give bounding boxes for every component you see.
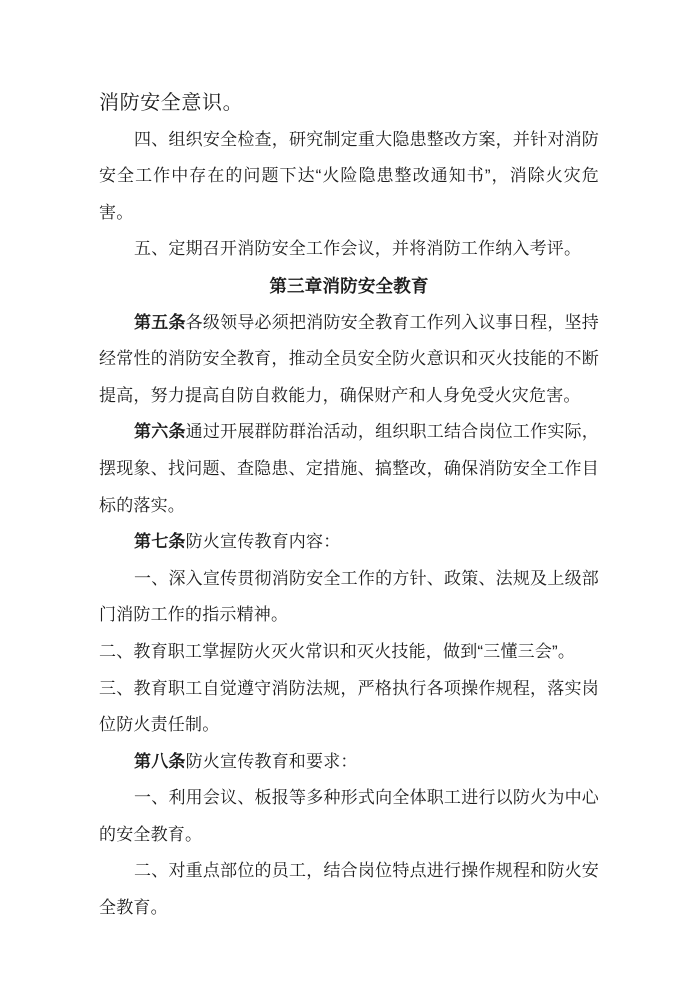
paragraph-text: 三、教育职工自觉遵守消防法规，严格执行各项操作规程，落实岗位防火责任制。: [99, 678, 599, 735]
paragraph-text: 一、深入宣传贯彻消防安全工作的方针、政策、法规及上级部门消防工作的指示精神。: [99, 568, 599, 625]
article-number: 第七条: [134, 532, 186, 552]
paragraph-text: 二、教育职工掌握防火灭火常识和灭火技能，做到“三懂三会”。: [99, 641, 576, 661]
paragraph: [99, 634, 599, 671]
document-body: [99, 85, 599, 927]
paragraph-text: 二、对重点部位的员工，结合岗位特点进行操作规程和防火安全教育。: [99, 861, 599, 918]
article-number: 第八条: [134, 751, 186, 771]
paragraph-text: 四、组织安全检查，研究制定重大隐患整改方案，并针对消防安全工作中存在的问题下达“火险隐患整改通知书”，消除火灾危害。: [99, 129, 599, 222]
paragraph: [99, 780, 599, 853]
paragraph-text: 防火宣传教育内容：: [185, 532, 341, 552]
paragraph: [99, 671, 599, 744]
paragraph-text: 消防安全意识。: [99, 92, 244, 114]
article-number: 第五条: [134, 312, 186, 332]
chapter-heading: [99, 268, 599, 305]
paragraph-text: 防火宣传教育和要求：: [185, 751, 358, 771]
paragraph: [99, 561, 599, 634]
paragraph: [99, 414, 599, 524]
paragraph-text: 第三章消防安全教育: [269, 275, 429, 296]
paragraph: [99, 744, 599, 781]
paragraph-text: 通过开展群防群治活动，组织职工结合岗位工作实际，摆现象、找问题、查隐患、定措施、搞整改，确保消防安全工作目标的落实。: [99, 422, 599, 515]
paragraph: [99, 122, 599, 232]
paragraph-text: 各级领导必须把消防安全教育工作列入议事日程，坚持经常性的消防安全教育，推动全员安全防火意识和灭火技能的不断提高，努力提高自防自救能力，确保财产和人身免受火灾危害。: [99, 312, 599, 405]
paragraph: [99, 853, 599, 926]
article-number: 第六条: [134, 422, 186, 442]
paragraph: [99, 85, 599, 122]
paragraph: [99, 524, 599, 561]
paragraph: [99, 305, 599, 415]
paragraph-text: 一、利用会议、板报等多种形式向全体职工进行以防火为中心的安全教育。: [99, 788, 599, 844]
paragraph: [99, 231, 599, 268]
paragraph-text: 五、定期召开消防安全工作会议，并将消防工作纳入考评。: [134, 239, 582, 259]
